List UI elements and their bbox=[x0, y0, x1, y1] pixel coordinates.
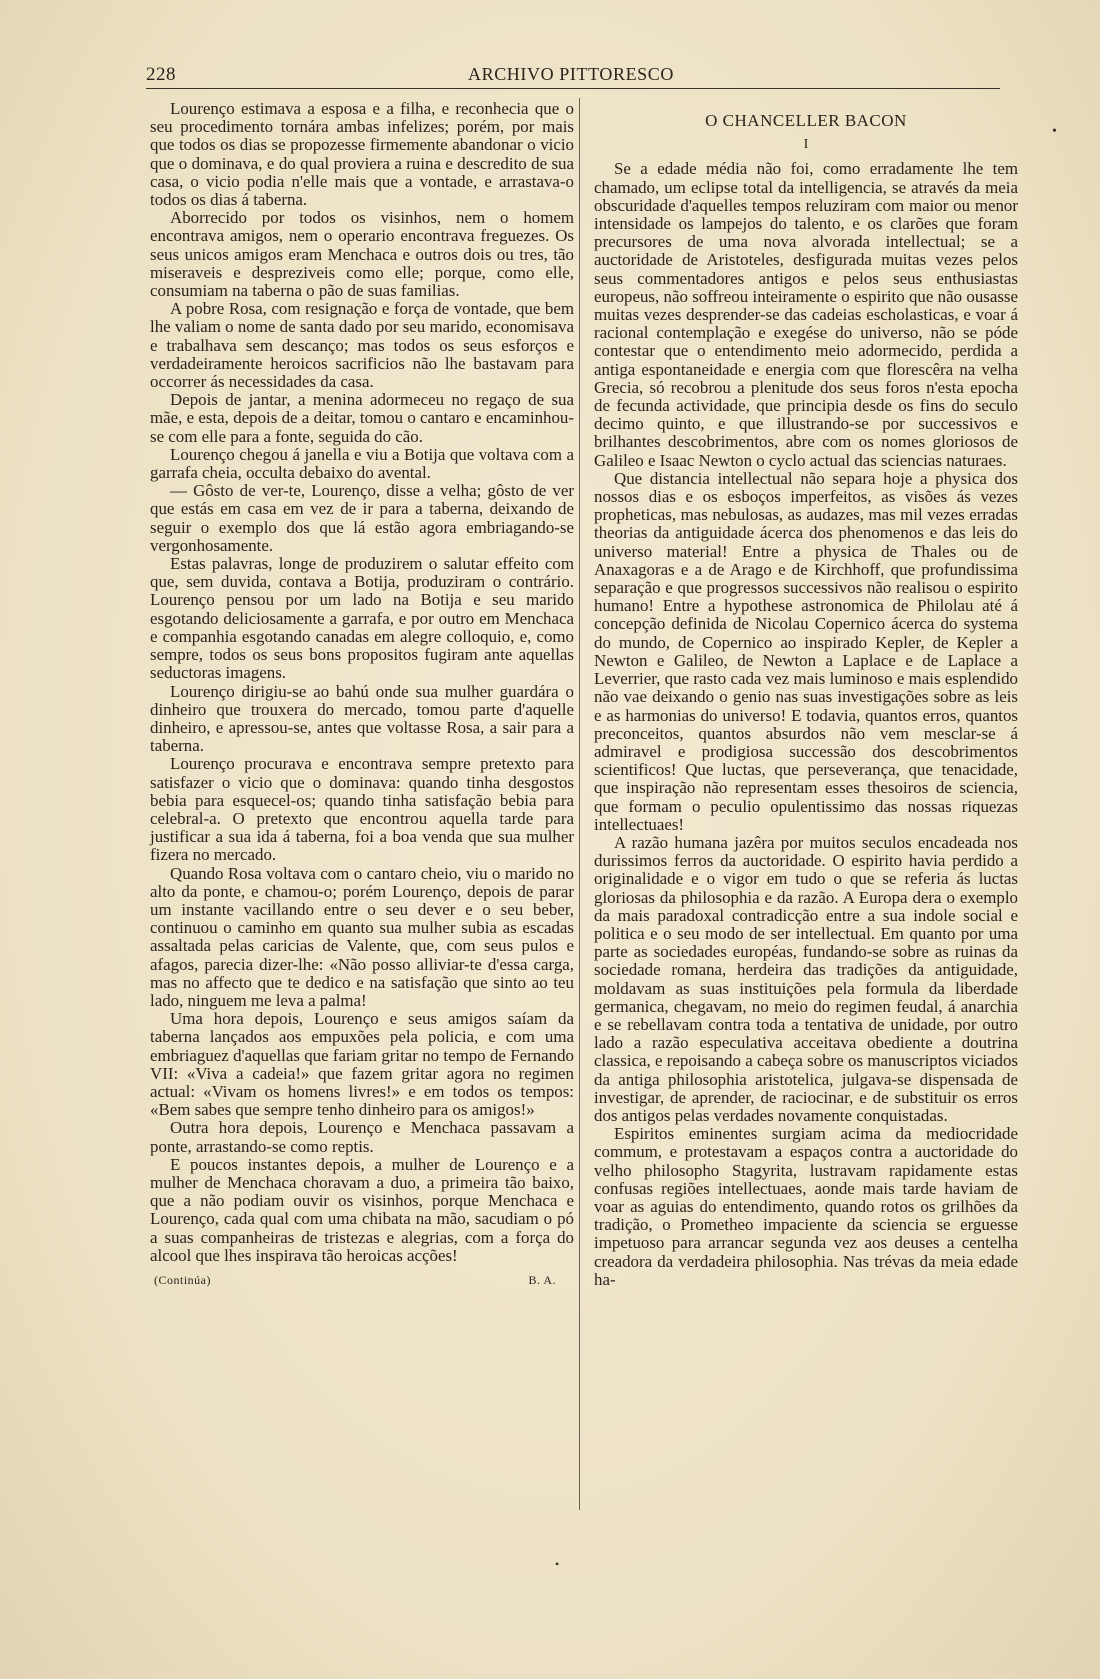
header-rule bbox=[146, 88, 1000, 89]
page-header bbox=[146, 64, 1000, 86]
paragraph: Lourenço estimava a esposa e a filha, e reconhecia que o seu procedimento tornára ambas infelizes; porém, por mais que todos os dias se propozesse firmemente abandonar o vicio que o dominava, e do qual proviera a ruina e descredito de sua casa, o vicio podia n'elle mais que a vontade, e arrastava-o todos os dias á taberna. bbox=[150, 99, 574, 210]
section-number: I bbox=[803, 137, 809, 153]
paragraph: Que distancia intellectual não separa hoje a physica dos nossos dias e os esboços imperfeitos, as visões ás vezes propheticas, mas nebulosas, as audazes, mas mil vezes erradas theorias da antiguidade ácerca dos phenomenos e das leis do universo material! Entre a physica de Thales ou de Anaxagoras e a de Arago e de Kirchhoff, que profundissima separação e que progressos successivos não realisou o espirito humano! Entre a hypothese astronomica de Philolau até á concepção definida de Nicolau Copernico ácerca do systema do mundo, de Copernico ao inspirado Kepler, de Kepler a Newton e Galileo, de Newton a Laplace e de Laplace a Leverrier, que rasto cada vez mais luminoso e mais esplendido não vae deixando o genio nas suas investigações sobre as leis e as harmonias do universo! E todavia, quantos erros, quantos preconceitos, quantos absurdos não vem mesclar-se á admiravel e prodigiosa successão dos descobrimentos scientificos! Que luctas, que perseverança, que tenacidade, que inspiração não representam esses thesoiros de sciencia, que formam o peculio opulentissimo das nossas riquezas intellectuaes! bbox=[594, 468, 1018, 834]
paragraph: Aborrecido por todos os visinhos, nem o homem encontrava amigos, nem o operario encontrava freguezes. Os seus unicos amigos eram Menchaca e outros dois ou tres, tão miseraveis e despreziveis como elle; porque, como elle, consumiam na taberna o pão de suas familias. bbox=[150, 208, 574, 301]
paragraph: Uma hora depois, Lourenço e seus amigos saíam da taberna lançados aos empuxões pela policia, e com uma embriaguez d'aquellas que fariam gritar no tempo de Fernando VII: «Viva a cadeia!» que fazem gritar agora no regimen actual: «Vivam os homens livres!» e em todos os tempos: «Bem sabes que sempre tenho dinheiro para os amigos!» bbox=[150, 1009, 574, 1120]
running-title: ARCHIVO PITTORESCO bbox=[468, 64, 674, 84]
stray-mark: • bbox=[555, 1557, 560, 1571]
stray-mark: • bbox=[1052, 124, 1057, 139]
continua-note: (Continúa) bbox=[154, 1273, 211, 1287]
paragraph: A pobre Rosa, com resignação e força de vontade, que bem lhe valiam o nome de santa dado por seu marido, economisava e trabalhava sem descanço; mas todos os seus esforços e verdadeiramente heroicos sacrificios não lhe bastavam para occorrer ás necessidades da casa. bbox=[150, 299, 574, 392]
paragraph: — Gôsto de ver-te, Lourenço, disse a velha; gôsto de ver que estás em casa em vez de ir para a taberna, deixando de seguir o exemplo dos que lá estão agora embriagando-se vergonhosamente. bbox=[150, 481, 574, 555]
page-number: 228 bbox=[146, 64, 176, 85]
right-column bbox=[594, 112, 1018, 1289]
paragraph: Quando Rosa voltava com o cantaro cheio, viu o marido no alto da ponte, e chamou-o; porém Lourenço, depois de parar um instante vacillando entre o seu dever e o seu beber, continuou o caminho em quanto sua mulher subia as escadas assaltada pelas caricias de Valente, que, com seus pulos e afagos, parecia dizer-lhe: «Não posso alliviar-te d'essa carga, mas no affecto que te dedico e na satisfação que sinto ao teu lado, ninguem me leva a palma! bbox=[150, 863, 574, 1010]
left-column bbox=[150, 100, 574, 1289]
author-signature: B. A. bbox=[528, 1273, 556, 1287]
column-divider bbox=[579, 98, 580, 1510]
paragraph: Lourenço procurava e encontrava sempre pretexto para satisfazer o vicio que o dominava: quando tinha desgostos bebia para esquecel-os; quando tinha satisfação bebia para celebral-a. O pretexto que encontrou aquella tarde para justificar a sua ida á taberna, foi a boa venda que sua mulher fizera no mercado. bbox=[150, 754, 574, 865]
paragraph: Lourenço dirigiu-se ao bahú onde sua mulher guardára o dinheiro que trouxera do mercado, tomou parte d'aquelle dinheiro, e apressou-se, antes que voltasse Rosa, a sair para a taberna. bbox=[150, 681, 574, 756]
paragraph: Outra hora depois, Lourenço e Menchaca passavam a ponte, arrastando-se como reptis. bbox=[150, 1118, 574, 1156]
paragraph: E poucos instantes depois, a mulher de Lourenço e a mulher de Menchaca choravam a duo, a primeira tão baixo, que a não podiam ouvir os visinhos, porque Menchaca e Lourenço, cada qual com uma chibata na mão, sacudiam o pó a suas companheiras de tristezas e alegrias, com a força do alcool que lhes inspirava tão heroicas acções! bbox=[150, 1154, 574, 1265]
paragraph: Espiritos eminentes surgiam acima da mediocridade commum, e protestavam a espaços contra a auctoridade do velho philosopho Stagyrita, lustravam rapidamente estas confusas regiões intellectuaes, aonde mais tarde haviam de voar as aguias do entendimento, quando rotos os grilhões da tradição, o Prometheo impaciente da sciencia se erguesse impetuoso para arrancar segunda vez aos deuses a centelha creadora da verdadeira philosophia. Nas trévas da meia edade ha- bbox=[594, 1124, 1018, 1289]
paragraph: Estas palavras, longe de produzirem o salutar effeito com que, sem duvida, contava a Botija, produziram o contrário. Lourenço pensou por um lado na Botija e seu marido esgotando deliciosamente a garrafa, e por outro em Menchaca e companhia esgotando canadas em alegre colloquio, e, como sempre, todos os seus bons propositos fugiram ante aquellas seductoras imagens. bbox=[150, 554, 574, 683]
paragraph: A razão humana jazêra por muitos seculos encadeada nos durissimos ferros da auctoridade. O espirito havia perdido a originalidade e o vigor em tudo o que se referia ás luctas gloriosas da philosophia e da razão. A Europa dera o exemplo da mais paradoxal contradicção entre a sua indole social e politica e o seu modo de ser intellectual. Em quanto por uma parte as sociedades européas, fundando-se sobre as ruinas da sociedade romana, herdeira das tradições da antiguidade, moldavam as suas instituições pela formula da liberdade germanica, chegavam, no meio do regimen feudal, á anarchia e se rebellavam contra toda a tentativa de unidade, por outro lado a razão especulativa acceitava obediente a doutrina classica, e repoisando a cabeça sobre os manuscriptos viciados da antiga philosophia aristotelica, julgava-se dispensada de investigar, de aprender, de raciocinar, e de substituir os erros dos antigos pelas verdades novamente conquistadas. bbox=[594, 832, 1018, 1125]
signature-row bbox=[150, 1271, 574, 1289]
article-title: O CHANCELLER BACON bbox=[705, 111, 907, 130]
paragraph: Depois de jantar, a menina adormeceu no regaço de sua mãe, e esta, depois de a deitar, tomou o cantaro e encaminhou-se com elle para a fonte, seguida do cão. bbox=[150, 390, 574, 446]
paragraph: Lourenço chegou á janella e viu a Botija que voltava com a garrafa cheia, occulta debaixo do avental. bbox=[150, 444, 574, 483]
paragraph: Se a edade média não foi, como erradamente lhe tem chamado, um eclipse total da intelligencia, se através da meia obscuridade d'aquelles tempos reluziram com maior ou menor intensidade os lampejos do talento, e os clarões que foram precursores de uma nova alvorada intellectual; se a auctoridade de Aristoteles, desfigurada muitas vezes pelos seus commentadores antigos e pelos seus enthusiastas europeus, não soffreou inteiramente o espirito que não ousasse muitas vezes desprender-se das cadeias escholasticas, e voar á racional contemplação e exegése do universo, não se póde contestar que o entendimento meio adormecido, perdida a antiga espontaneidade e energia com que florescêra na velha Grecia, só recobrou a plenitude dos seus foros n'esta epocha de fecunda actividade, que principia desde os fins do seculo decimo quinto, e que illustrando-se por successivos e brilhantes descobrimentos, abre com os nomes gloriosos de Galileo e Isaac Newton o cyclo actual das sciencias naturaes. bbox=[594, 159, 1018, 470]
